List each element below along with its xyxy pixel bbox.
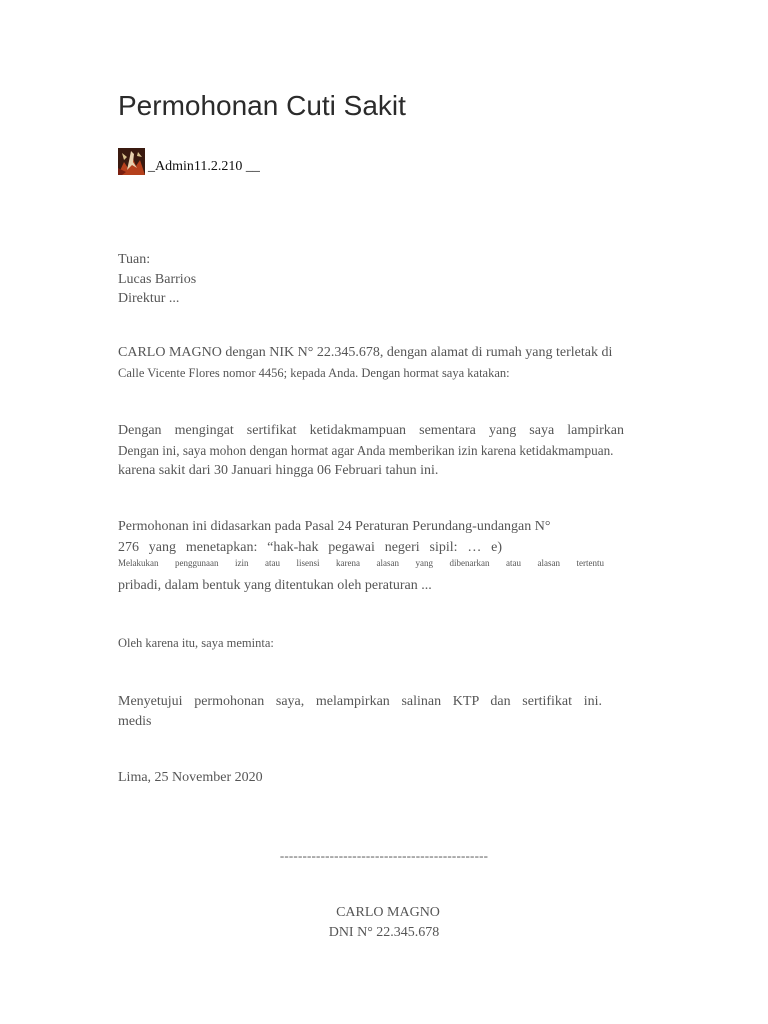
- addressee-name: Lucas Barrios: [118, 271, 197, 287]
- author-avatar[interactable]: [118, 148, 145, 175]
- request-line-1: Menyetujui permohonan saya, melampirkan salinan KTP dan sertifikat ini.: [118, 694, 602, 709]
- signature-line: ----------------------------------------------: [279, 848, 489, 863]
- request-intro: Oleh karena itu, saya meminta:: [118, 636, 274, 650]
- paragraph2-line-3: Melakukan penggunaan izin atau lisensi karena alasan yang dibenarkan atau alasan tertentu: [118, 558, 604, 568]
- page-title: Permohonan Cuti Sakit: [118, 90, 406, 121]
- paragraph1-line-1: Dengan mengingat sertifikat ketidakmampuan sementara yang saya lampirkan: [118, 423, 624, 438]
- paragraph2-line-1: Permohonan ini didasarkan pada Pasal 24 Peraturan Perundang-undangan N°: [118, 519, 551, 534]
- request-line-2: medis: [118, 714, 152, 729]
- addressee-block: [118, 250, 196, 309]
- intro-line-2: Calle Vicente Flores nomor 4456; kepada Anda. Dengan hormat saya katakan:: [118, 366, 510, 380]
- place-date: Lima, 25 November 2020: [118, 770, 263, 785]
- intro-line-1: CARLO MAGNO dengan NIK N° 22.345.678, dengan alamat di rumah yang terletak di: [118, 345, 613, 360]
- signature-name: CARLO MAGNO: [336, 905, 440, 920]
- author-name[interactable]: _Admin11.2.210 __: [148, 159, 260, 174]
- paragraph2-line-4: pribadi, dalam bentuk yang ditentukan oleh peraturan ...: [118, 578, 432, 593]
- salutation: Tuan:: [118, 252, 151, 267]
- addressee-position: Direktur ...: [118, 291, 180, 306]
- author-byline[interactable]: [118, 145, 260, 175]
- paragraph1-line-2: Dengan ini, saya mohon dengan hormat agar Anda memberikan izin karena ketidakmampuan.: [118, 443, 614, 458]
- signature-id: DNI N° 22.345.678: [328, 925, 440, 940]
- paragraph2-line-2: 276 yang menetapkan: “hak-hak pegawai negeri sipil: … e): [118, 540, 502, 555]
- paragraph1-line-3: karena sakit dari 30 Januari hingga 06 Februari tahun ini.: [118, 463, 439, 478]
